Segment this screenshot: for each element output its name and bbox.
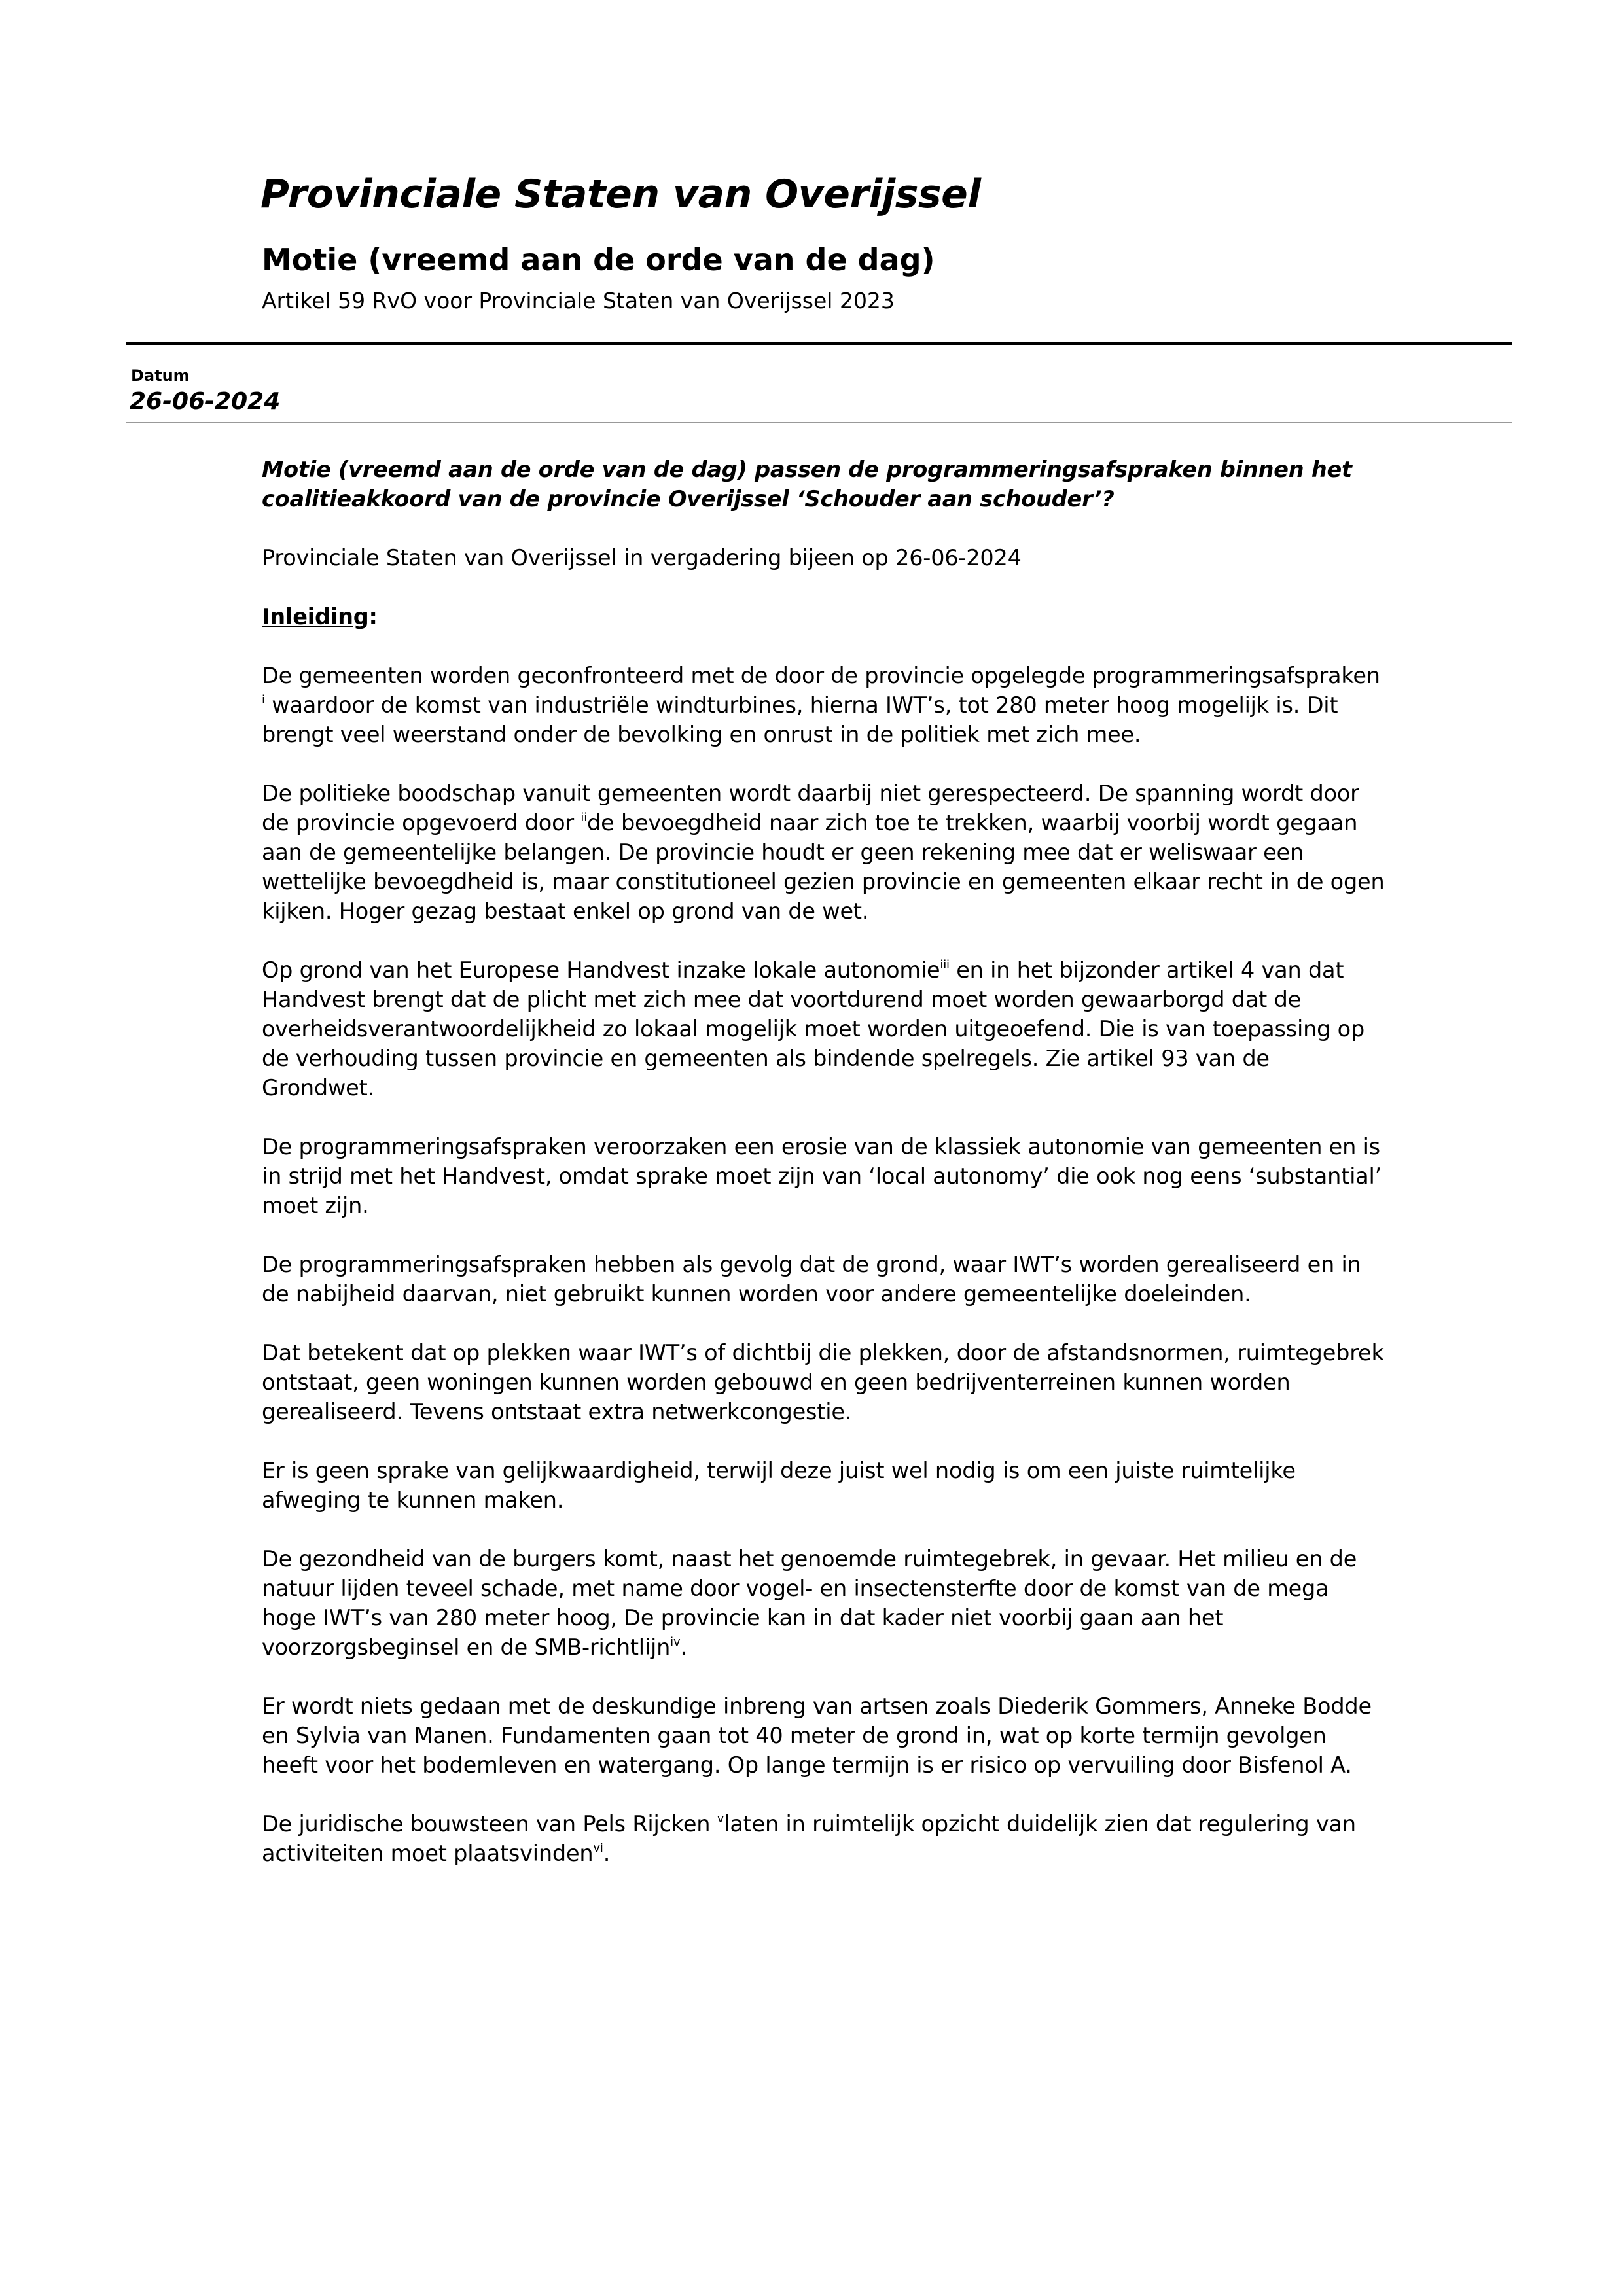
paragraph (262, 779, 1387, 926)
document-type: Motie (vreemd aan de orde van de dag) (262, 242, 935, 277)
paragraph (262, 1456, 1387, 1515)
paragraph (262, 1809, 1387, 1868)
paragraph-text: De gemeenten worden geconfronteerd met de door de provincie opgelegde programmeringsafspraken (262, 663, 1380, 688)
paragraph (262, 1338, 1387, 1426)
document-body (262, 455, 1387, 1898)
paragraph (262, 1544, 1387, 1662)
section-heading-text: Inleiding (262, 604, 369, 629)
document-subtitle: Artikel 59 RvO voor Provinciale Staten van Overijssel 2023 (262, 288, 895, 313)
paragraph (262, 661, 1387, 749)
section-heading-colon: : (368, 604, 378, 629)
footnote-ref[interactable]: i (262, 693, 265, 707)
footnote-ref[interactable]: vi (593, 1841, 603, 1855)
paragraph-text: Dat betekent dat op plekken waar IWT’s of dichtbij die plekken, door de afstandsnormen, ruimtegebrek ontstaat, geen woningen kunnen worden gebouwd en geen bedrijventerreinen kunnen worden gerealiseerd. Tevens ontstaat extra netwerkcongestie. (262, 1340, 1384, 1424)
footnote-ref[interactable]: v (717, 1812, 724, 1826)
paragraph-text: De gezondheid van de burgers komt, naast het genoemde ruimtegebrek, in gevaar. Het milieu en de natuur lijden teveel schade, met name door vogel- en insectensterfte door de komst van de mega hoge IWT’s van 280 meter hoog, De provincie kan in dat kader niet voorbij gaan aan het voorzorgsbeginsel en de SMB-richtlijn (262, 1546, 1357, 1660)
date-divider (126, 422, 1512, 423)
motion-title: Motie (vreemd aan de orde van de dag) passen de programmeringsafspraken binnen het coalitieakkoord van de provincie Overijssel ‘Schouder aan schouder’? (262, 457, 1352, 512)
paragraph (262, 1691, 1387, 1780)
paragraph-text: De programmeringsafspraken hebben als gevolg dat de grond, waar IWT’s worden gerealiseerd en in de nabijheid daarvan, niet gebruikt kunnen worden voor andere gemeentelijke doeleinden. (262, 1252, 1361, 1307)
paragraph-text: Op grond van het Europese Handvest inzake lokale autonomie (262, 957, 940, 983)
header-divider (126, 342, 1512, 345)
paragraph-text: waardoor de komst van industriële windturbines, hierna IWT’s, tot 280 meter hoog mogelijk is. Dit brengt veel weerstand onder de bevolking en onrust in de politiek met zich mee. (262, 692, 1338, 747)
paragraph (262, 1132, 1387, 1220)
page-title: Provinciale Staten van Overijssel (260, 171, 981, 217)
paragraph-text: Er is geen sprake van gelijkwaardigheid, terwijl deze juist wel nodig is om een juiste ruimtelijke afweging te kunnen maken. (262, 1458, 1296, 1513)
paragraph-text: en in het bijzonder artikel 4 van dat Handvest brengt dat de plicht met zich mee dat voortdurend moet worden gewaarborgd dat de overheidsverantwoordelijkheid zo lokaal mogelijk moet worden uitgeoefend. Die is van toepassing op de verhouding tussen provincie en gemeenten als bindende spelregels. Zie artikel 93 van de Grondwet. (262, 957, 1365, 1101)
date-value: 26-06-2024 (130, 388, 281, 415)
paragraph-text: De politieke boodschap vanuit gemeenten wordt daarbij niet gerespecteerd. De spanning wordt door de provincie opgevoerd door (262, 781, 1359, 836)
paragraph-text: Er wordt niets gedaan met de deskundige inbreng van artsen zoals Diederik Gommers, Anneke Bodde en Sylvia van Manen. Fundamenten gaan tot 40 meter de grond in, wat op korte termijn gevolgen heeft voor het bodemleven en watergang. Op lange termijn is er risico op vervuiling door Bisfenol A. (262, 1693, 1372, 1778)
paragraph-text: laten in ruimtelijk opzicht duidelijk zien dat regulering van activiteiten moet plaatsvinden (262, 1811, 1356, 1866)
paragraph-text: de bevoegdheid naar zich toe te trekken, waarbij voorbij wordt gegaan aan de gemeentelijke belangen. De provincie houdt er geen rekening mee dat er weliswaar een wettelijke bevoegdheid is, maar constitutioneel gezien provincie en gemeenten elkaar recht in de ogen kijken. Hoger gezag bestaat enkel op grond van de wet. (262, 810, 1385, 924)
paragraph-text: . (680, 1634, 687, 1660)
paragraph (262, 955, 1387, 1103)
paragraph-text: De programmeringsafspraken veroorzaken een erosie van de klassiek autonomie van gemeenten en is in strijd met het Handvest, omdat sprake moet zijn van ‘local autonomy’ die ook nog eens ‘substantial’ moet zijn. (262, 1134, 1382, 1218)
footnote-ref[interactable]: iv (670, 1635, 681, 1649)
paragraph-text: De juridische bouwsteen van Pels Rijcken (262, 1811, 717, 1837)
footnote-ref[interactable]: iii (940, 958, 950, 972)
date-label: Datum (131, 366, 190, 385)
section-heading (262, 602, 1387, 631)
meeting-line: Provinciale Staten van Overijssel in vergadering bijeen op 26-06-2024 (262, 545, 1022, 571)
paragraph (262, 1250, 1387, 1309)
footnote-ref[interactable]: ii (580, 811, 588, 824)
paragraph-text: . (603, 1841, 611, 1866)
